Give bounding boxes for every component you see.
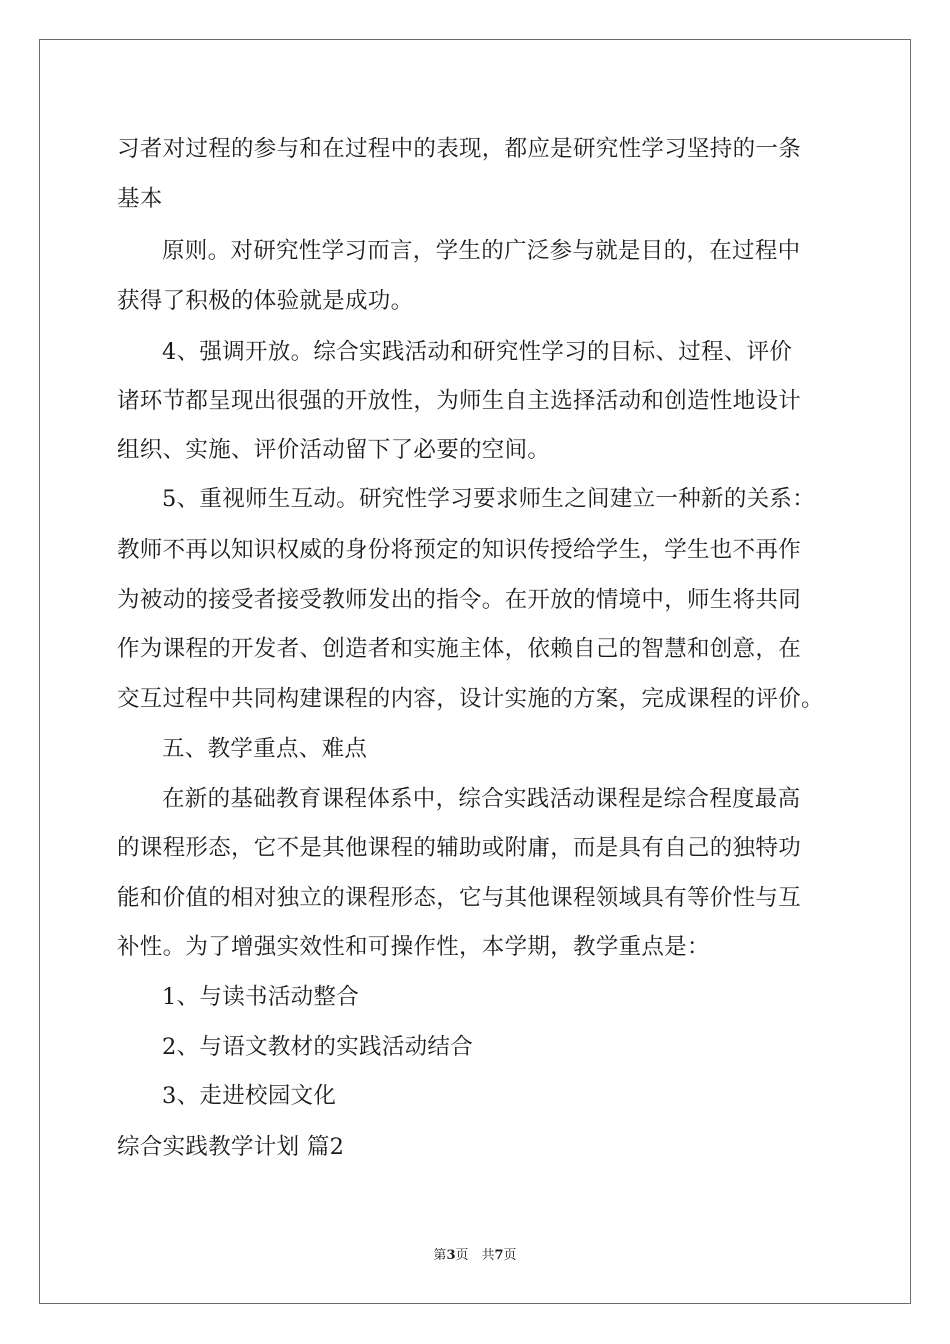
list-item: 2、与语文教材的实践活动结合 bbox=[162, 1034, 474, 1060]
paragraph-line: 在新的基础教育课程体系中，综合实践活动课程是综合程度最高 bbox=[162, 786, 801, 812]
paragraph-line: 习者对过程的参与和在过程中的表现，都应是研究性学习坚持的一条 bbox=[117, 136, 802, 162]
page-footer bbox=[0, 1248, 950, 1264]
footer-current-page: 3 bbox=[446, 1248, 456, 1263]
paragraph-line: 获得了积极的体验就是成功。 bbox=[117, 288, 414, 314]
footer-middle: 页 共 bbox=[455, 1248, 495, 1263]
paragraph-line: 补性。为了增强实效性和可操作性，本学期，教学重点是： bbox=[117, 934, 710, 960]
paragraph-line: 组织、实施、评价活动留下了必要的空间。 bbox=[117, 437, 551, 463]
paragraph-line: 诸环节都呈现出很强的开放性，为师生自主选择活动和创造性地设计 bbox=[117, 388, 802, 414]
section-heading: 五、教学重点、难点 bbox=[162, 736, 368, 762]
paragraph-line: 5、重视师生互动。研究性学习要求师生之间建立一种新的关系： bbox=[162, 486, 816, 512]
footer-prefix: 第 bbox=[433, 1248, 447, 1263]
paragraph-line: 作为课程的开发者、创造者和实施主体，依赖自己的智慧和创意，在 bbox=[117, 636, 802, 662]
paragraph-line: 基本 bbox=[117, 186, 163, 212]
document-title: 综合实践教学计划 篇2 bbox=[117, 1134, 345, 1160]
paragraph-line: 能和价值的相对独立的课程形态，它与其他课程领域具有等价性与互 bbox=[117, 885, 802, 911]
paragraph-line: 的课程形态，它不是其他课程的辅助或附庸，而是具有自己的独特功 bbox=[117, 835, 802, 861]
paragraph-line: 原则。对研究性学习而言，学生的广泛参与就是目的，在过程中 bbox=[162, 238, 801, 264]
footer-total-pages: 7 bbox=[494, 1248, 504, 1263]
footer-suffix: 页 bbox=[503, 1248, 517, 1263]
paragraph-line: 交互过程中共同构建课程的内容，设计实施的方案，完成课程的评价。 bbox=[117, 686, 824, 712]
paragraph-line: 为被动的接受者接受教师发出的指令。在开放的情境中，师生将共同 bbox=[117, 587, 802, 613]
paragraph-line: 教师不再以知识权威的身份将预定的知识传授给学生，学生也不再作 bbox=[117, 537, 802, 563]
page-border bbox=[39, 39, 911, 1304]
list-item: 1、与读书活动整合 bbox=[162, 984, 360, 1010]
paragraph-line: 4、强调开放。综合实践活动和研究性学习的目标、过程、评价 bbox=[162, 339, 793, 365]
list-item: 3、走进校园文化 bbox=[162, 1083, 337, 1109]
